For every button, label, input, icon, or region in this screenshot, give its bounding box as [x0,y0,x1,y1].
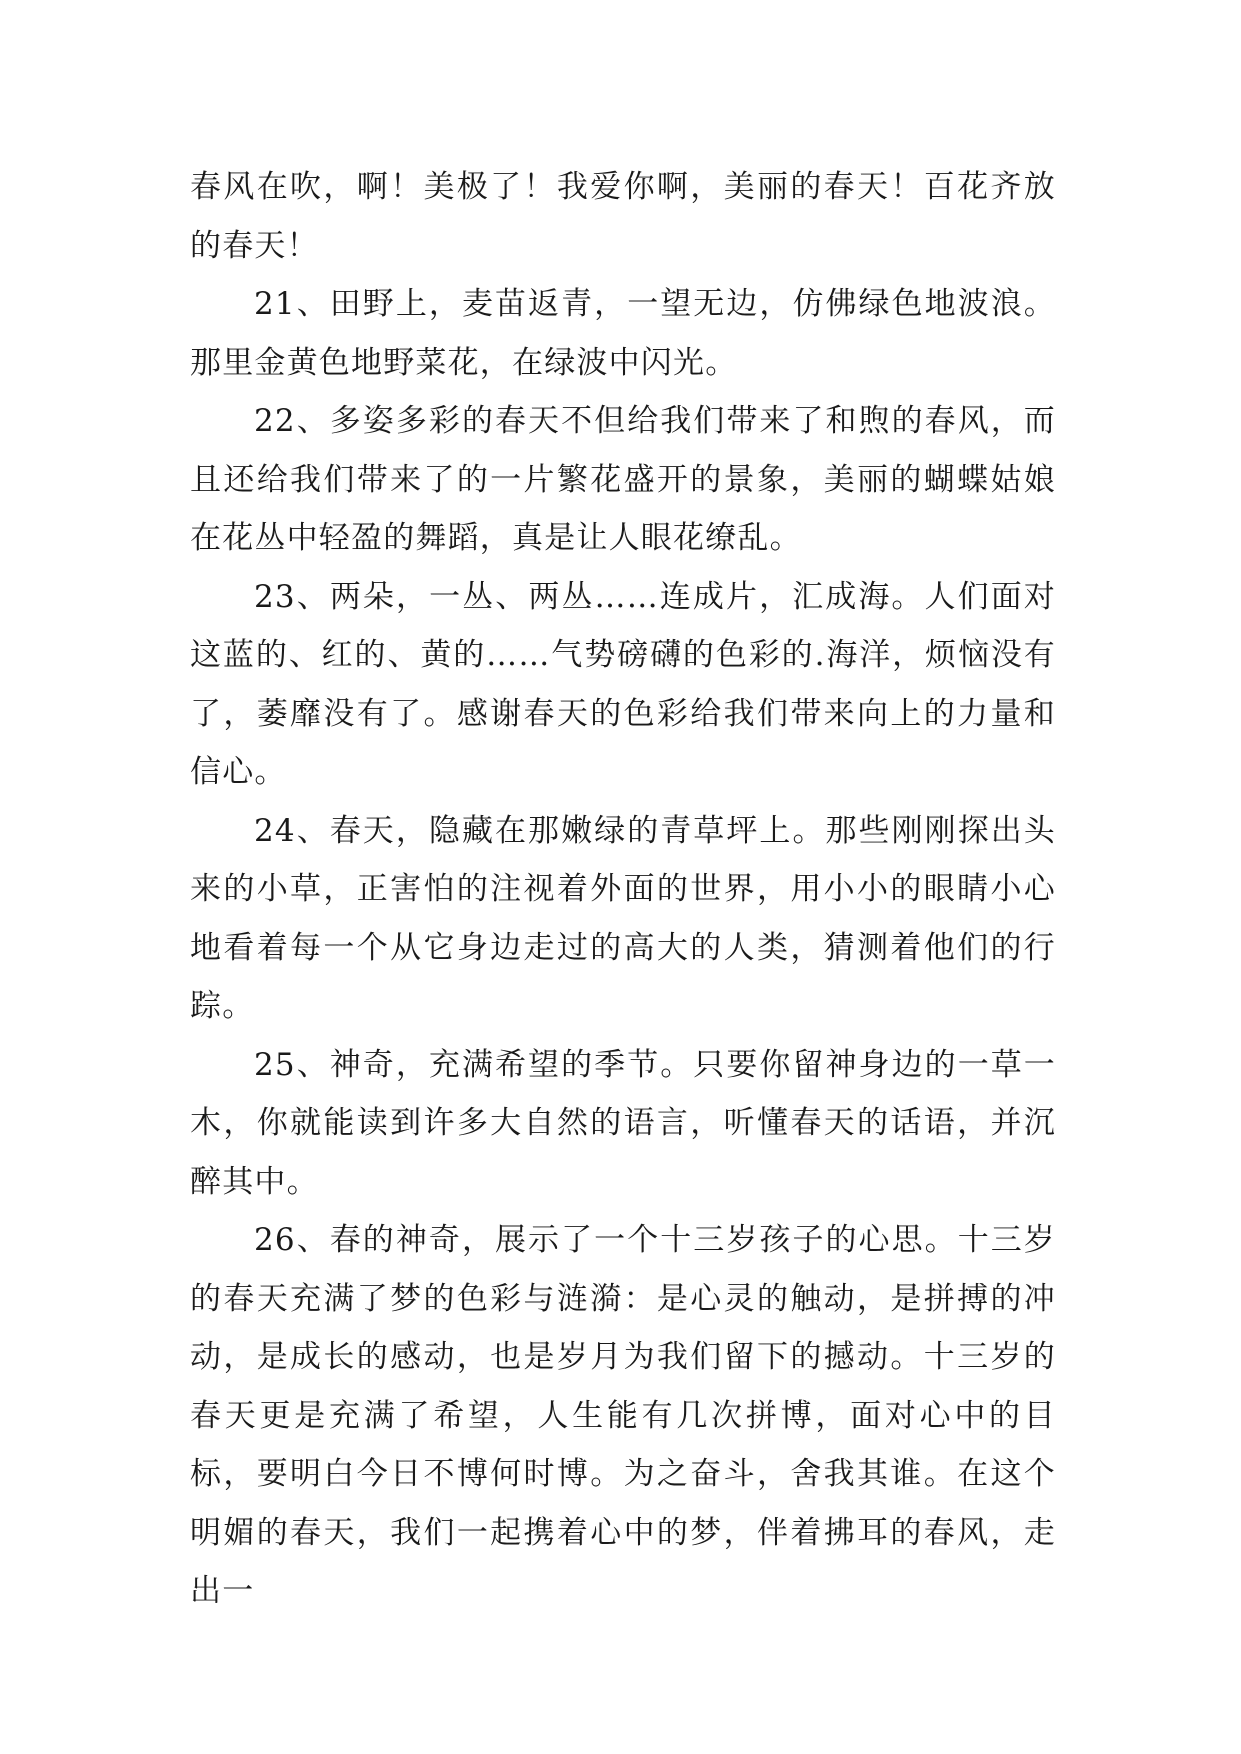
paragraph-26: 26、春的神奇，展示了一个十三岁孩子的心思。十三岁的春天充满了梦的色彩与涟漪：是心灵的触动，是拼搏的冲动，是成长的感动，也是岁月为我们留下的撼动。十三岁的春天更是充满了希望，人生能有几次拼博，面对心中的目标，要明白今日不博何时博。为之奋斗，舍我其谁。在这个明媚的春天，我们一起携着心中的梦，伴着拂耳的春风，走出一 [190,1222,1056,1609]
paragraph-21: 21、田野上，麦苗返青，一望无边，仿佛绿色地波浪。那里金黄色地野菜花，在绿波中闪光。 [190,286,1056,381]
document-page [190,158,1056,1621]
paragraph-22: 22、多姿多彩的春天不但给我们带来了和煦的春风，而且还给我们带来了的一片繁花盛开的景象，美丽的蝴蝶姑娘在花丛中轻盈的舞蹈，真是让人眼花缭乱。 [190,403,1056,556]
paragraph-23: 23、两朵，一丛、两丛……连成片，汇成海。人们面对这蓝的、红的、黄的……气势磅礴的色彩的.海洋，烦恼没有了，萎靡没有了。感谢春天的色彩给我们带来向上的力量和信心。 [190,578,1056,790]
paragraph-25: 25、神奇，充满希望的季节。只要你留神身边的一草一木，你就能读到许多大自然的语言，听懂春天的话语，并沉醉其中。 [190,1046,1056,1200]
paragraph-24: 24、春天，隐藏在那嫩绿的青草坪上。那些刚刚探出头来的小草，正害怕的注视着外面的世界，用小小的眼睛小心地看着每一个从它身边走过的高大的人类，猜测着他们的行踪。 [190,812,1056,1024]
paragraph-continuation: 春风在吹，啊！美极了！我爱你啊，美丽的春天！百花齐放的春天！ [190,169,1056,264]
